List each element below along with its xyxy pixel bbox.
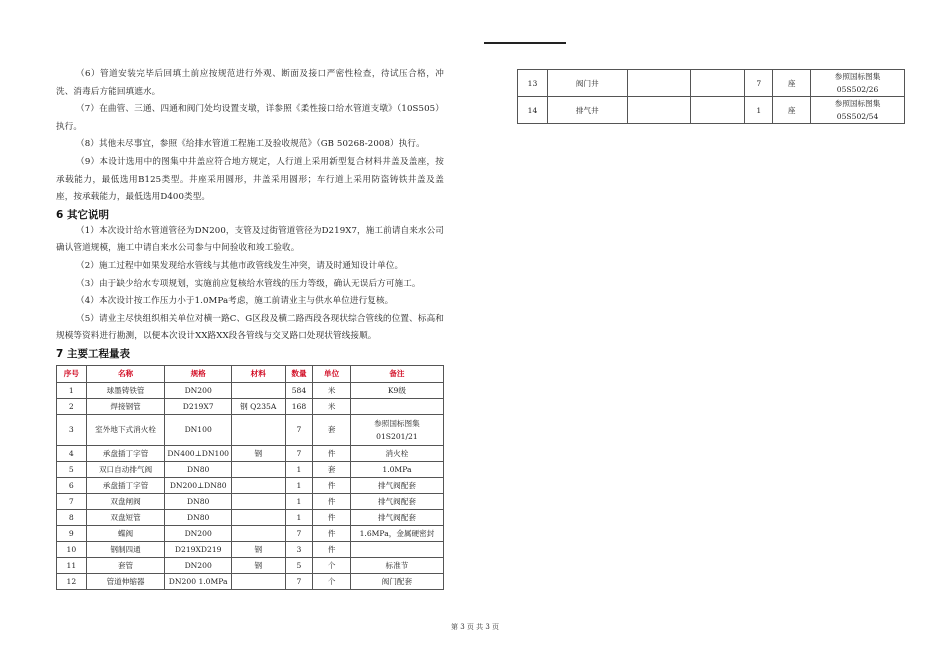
cell-name: 球墨铸铁管: [86, 382, 165, 398]
right-column: [517, 66, 905, 124]
cell-remark: 1.0MPa: [350, 461, 443, 477]
table-row: [57, 573, 444, 589]
table-row: [57, 557, 444, 573]
quantity-table-continued-body: [518, 70, 905, 124]
col-header-remark: 备注: [350, 365, 443, 382]
table-row: [518, 70, 905, 97]
cell-index: 10: [57, 541, 87, 557]
col-header-material: 材料: [232, 365, 286, 382]
cell-spec: D219XD219: [165, 541, 232, 557]
table-row: [57, 493, 444, 509]
cell-remark: 排气阀配套: [350, 477, 443, 493]
cell-name: 室外地下式消火栓: [86, 414, 165, 445]
cell-quantity: 1: [285, 509, 313, 525]
cell-index: 8: [57, 509, 87, 525]
cell-spec: [627, 70, 691, 97]
cell-unit: 米: [313, 398, 351, 414]
cell-remark: 参照国标图集 05S502/54: [811, 97, 905, 124]
cell-name: 排气井: [547, 97, 627, 124]
cell-material: 钢: [232, 541, 286, 557]
cell-spec: [627, 97, 691, 124]
cell-unit: 座: [773, 97, 811, 124]
cell-material: 钢: [232, 557, 286, 573]
cell-index: 7: [57, 493, 87, 509]
cell-name: 承盘插丁字管: [86, 477, 165, 493]
cell-quantity: 7: [285, 525, 313, 541]
table-row: [57, 414, 444, 445]
table-row: [57, 525, 444, 541]
cell-spec: DN200: [165, 557, 232, 573]
col-header-spec: 规格: [165, 365, 232, 382]
cell-material: 钢 Q235A: [232, 398, 286, 414]
cell-remark: 排气阀配套: [350, 493, 443, 509]
cell-unit: 米: [313, 382, 351, 398]
quantity-table: [56, 365, 444, 590]
cell-spec: DN400⊥DN100: [165, 445, 232, 461]
table-row: [57, 398, 444, 414]
cell-quantity: 1: [285, 477, 313, 493]
cell-unit: 套: [313, 461, 351, 477]
table-row: [518, 97, 905, 124]
note-7: （7）在曲管、三通、四通和阀门处均设置支墩，详参照《柔性接口给水管道支墩》（10S505）执行。: [56, 104, 444, 132]
cell-material: [232, 509, 286, 525]
cell-name: 蝶阀: [86, 525, 165, 541]
cell-spec: DN200 1.0MPa: [165, 573, 232, 589]
cell-name: 套管: [86, 557, 165, 573]
cell-unit: 件: [313, 525, 351, 541]
cell-remark: [350, 398, 443, 414]
table-row: [57, 445, 444, 461]
cell-remark: 参照国标图集 05S502/26: [811, 70, 905, 97]
cell-material: [691, 97, 745, 124]
cell-index: 4: [57, 445, 87, 461]
note-6: （6）管道安装完毕后回填土前应按规范进行外观、断面及接口严密性检查，待试压合格，冲洗、消毒后方能回填遮水。: [56, 69, 444, 97]
cell-index: 12: [57, 573, 87, 589]
cell-name: 双盘短管: [86, 509, 165, 525]
cell-material: [232, 382, 286, 398]
cell-name: 双盘闸阀: [86, 493, 165, 509]
quantity-table-continued: [517, 69, 905, 124]
cell-remark: 1.6MPa，金属硬密封: [350, 525, 443, 541]
cell-index: 2: [57, 398, 87, 414]
cell-quantity: 1: [745, 97, 773, 124]
cell-spec: DN80: [165, 461, 232, 477]
section-7-title: 7 主要工程量表: [56, 347, 130, 360]
cell-remark: 阀门配套: [350, 573, 443, 589]
quantity-table-header: [57, 365, 444, 382]
col-header-unit: 单位: [313, 365, 351, 382]
cell-unit: 套: [313, 414, 351, 445]
cell-spec: DN200: [165, 382, 232, 398]
cell-index: 11: [57, 557, 87, 573]
cell-quantity: 584: [285, 382, 313, 398]
col-header-quantity: 数量: [285, 365, 313, 382]
cell-spec: DN80: [165, 493, 232, 509]
cell-name: 双口自动排气阀: [86, 461, 165, 477]
cell-name: 管道伸缩器: [86, 573, 165, 589]
cell-spec: D219X7: [165, 398, 232, 414]
cell-material: [691, 70, 745, 97]
section-6-title: 6 其它说明: [56, 208, 109, 221]
cell-remark: K9级: [350, 382, 443, 398]
cell-material: [232, 493, 286, 509]
cell-name: 焊接钢管: [86, 398, 165, 414]
page-footer: 第 3 页 共 3 页: [450, 623, 500, 631]
col-header-index: 序号: [57, 365, 87, 382]
cell-remark: 参照国标图集 01S201/21: [350, 414, 443, 445]
section-6-p4: （4）本次设计按工作压力小于1.0MPa考虑，施工前请业主与供水单位进行复核。: [76, 296, 394, 307]
cell-name: 钢制四通: [86, 541, 165, 557]
cell-quantity: 168: [285, 398, 313, 414]
cell-spec: DN200⊥DN80: [165, 477, 232, 493]
cell-remark: 消火栓: [350, 445, 443, 461]
cell-material: [232, 573, 286, 589]
cell-material: [232, 525, 286, 541]
table-row: [57, 382, 444, 398]
cell-unit: 件: [313, 493, 351, 509]
cell-quantity: 7: [285, 445, 313, 461]
cell-quantity: 7: [285, 573, 313, 589]
quantity-table-body: [57, 382, 444, 589]
header-rule: [484, 42, 566, 44]
cell-quantity: 7: [745, 70, 773, 97]
cell-index: 3: [57, 414, 87, 445]
cell-index: 9: [57, 525, 87, 541]
cell-spec: DN100: [165, 414, 232, 445]
cell-name: 阀门井: [547, 70, 627, 97]
cell-name: 承盘插丁字管: [86, 445, 165, 461]
cell-unit: 件: [313, 541, 351, 557]
table-row: [57, 509, 444, 525]
cell-remark: 标准节: [350, 557, 443, 573]
cell-remark: 排气阀配套: [350, 509, 443, 525]
note-8: （8）其他未尽事宜，参照《给排水管道工程施工及验收规范》（GB 50268-2008）执行。: [76, 139, 425, 150]
cell-quantity: 3: [285, 541, 313, 557]
note-9: （9）本设计选用中的图集中井盖应符合地方规定，人行道上采用新型复合材料井盖及盖座，按承载能力，最低选用B125类型。井座采用圆形，井盖采用圆形；车行道上采用防盗铸铁井盖及盖座，按承载能力，最低选用D400类型。: [56, 156, 444, 203]
cell-spec: DN80: [165, 509, 232, 525]
cell-quantity: 1: [285, 493, 313, 509]
cell-index: 14: [518, 97, 548, 124]
section-6-p1: （1）本次设计给水管道管径为DN200，支管及过街管道管径为D219X7，施工前请自来水公司确认管道规模，施工中请自来水公司参与中间验收和竣工验收。: [56, 225, 444, 254]
cell-material: [232, 414, 286, 445]
cell-material: [232, 477, 286, 493]
table-row: [57, 541, 444, 557]
cell-quantity: 1: [285, 461, 313, 477]
table-row: [57, 477, 444, 493]
cell-unit: 件: [313, 445, 351, 461]
cell-quantity: 7: [285, 414, 313, 445]
cell-material: [232, 461, 286, 477]
section-6-p5: （5）请业主尽快组织相关单位对横一路C、G区段及横二路西段各现状综合管线的位置、标高和规模等资料进行勘测，以便本次设计XX路XX段各管线与交叉路口处现状管线接顺。: [56, 313, 444, 342]
cell-material: 钢: [232, 445, 286, 461]
cell-unit: 个: [313, 573, 351, 589]
table-row: [57, 461, 444, 477]
section-6-p2: （2）施工过程中如果发现给水管线与其他市政管线发生冲突，请及时通知设计单位。: [76, 260, 404, 271]
cell-index: 6: [57, 477, 87, 493]
cell-index: 5: [57, 461, 87, 477]
section-6-p3: （3）由于缺少给水专项规划，实施前应复核给水管线的压力等级，确认无误后方可施工。: [76, 278, 421, 289]
cell-unit: 件: [313, 477, 351, 493]
col-header-name: 名称: [86, 365, 165, 382]
cell-quantity: 5: [285, 557, 313, 573]
cell-index: 13: [518, 70, 548, 97]
cell-unit: 件: [313, 509, 351, 525]
cell-unit: 个: [313, 557, 351, 573]
cell-index: 1: [57, 382, 87, 398]
cell-remark: [350, 541, 443, 557]
left-column: [56, 66, 444, 590]
cell-unit: 座: [773, 70, 811, 97]
cell-spec: DN200: [165, 525, 232, 541]
